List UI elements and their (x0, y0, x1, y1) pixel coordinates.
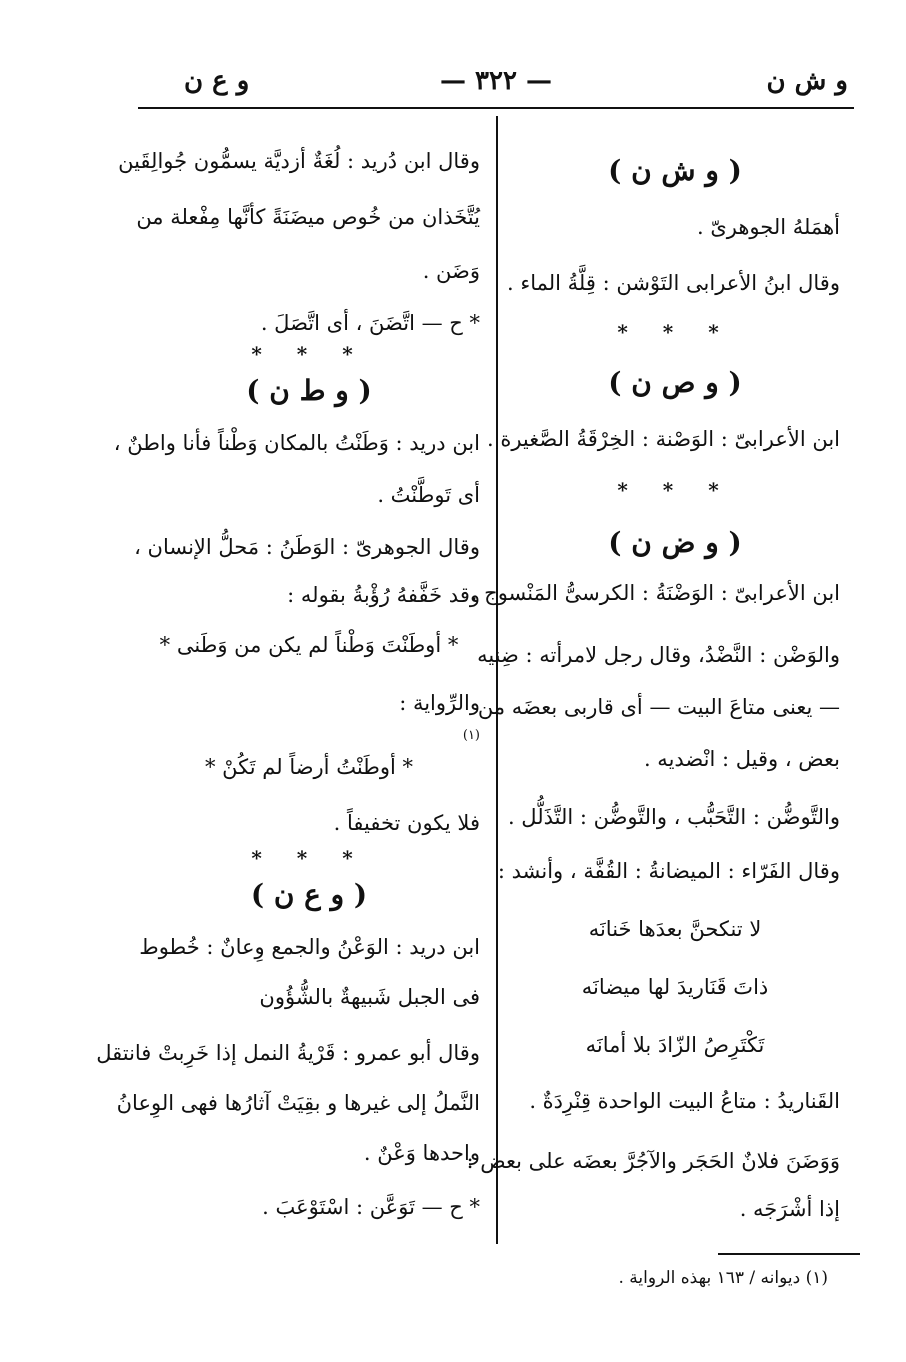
verse-line: * أوطَنْتُ أرضاً لم تَكُنْ * (204, 755, 414, 779)
section-separator: * * * (251, 846, 367, 870)
text-line: وقال الجوهرىّ : الوَطَنُ : مَحلُّ الإنسان ، (134, 535, 480, 559)
text-line: بعض ، وقيل : انْضديه . (643, 747, 840, 771)
text-line: والوَضْن : النَّضْدُ، وقال رجل لامرأته : ضِنيه (477, 643, 840, 667)
text-line: — يعنى متاعَ البيت — أى قاربى بعضَه من (477, 695, 840, 719)
page-number: — ٣٢٢ — (439, 66, 553, 96)
text-line: فلا يكون تخفيفاً . (333, 811, 480, 835)
footnote: (١) ديوانه / ١٦٣ بهذه الرواية . (618, 1268, 828, 1288)
section-separator: * * * (617, 478, 733, 502)
text-line: وقال ابن دُريد : لُغَةٌ أزديَّة يسمُّون جُوالِقَين (118, 149, 480, 173)
running-header (140, 66, 852, 106)
text-line: القَناريدُ : متاعُ البيت الواحدة قِنْرِدَةٌ . (529, 1089, 840, 1113)
text-line: ابن الأعرابىّ : الوَضْنَةُ : الكرسىُّ المَنْسوج . (470, 581, 840, 605)
footnote-rule (718, 1253, 860, 1255)
entry-title: ( و ط ن ) (246, 374, 372, 407)
text-line: أى تَوطَّنْتُ . (377, 483, 480, 507)
text-line: وقال أبو عمرو : قَرْيةُ النمل إذا خَرِبتْ فانتقل (96, 1041, 480, 1065)
text-line: وقال الفَرّاء : الميضانةُ : القُفَّة ، وأنشد : (497, 859, 840, 883)
text-line: وقال ابنُ الأعرابى التَوْشن : قِلَّةُ الماء . (507, 271, 840, 295)
verse-line: لا تنكحنَّ بعدَها خَنانَه (588, 917, 762, 941)
text-line: يُتَّخَذان من خُوص ميضَنَةً كأنَّها مِفْعلة من (136, 205, 480, 229)
text-line: ابن دريد : وَطَنْتُ بالمكان وَطْناً فأنا واطنٌ ، (113, 431, 480, 455)
text-line: واحدها وَعْنٌ . (363, 1141, 480, 1165)
column-divider (496, 116, 498, 1244)
text-line: والرِّواية : (399, 691, 480, 715)
verse-line: تَكْتَرِصُ الزّادَ بلا أمانَه (585, 1033, 765, 1057)
entry-title: ( و ع ن ) (250, 878, 368, 911)
entry-title: ( و ض ن ) (608, 526, 742, 559)
header-root-left: و ع ن (184, 66, 250, 96)
text-line: ابن دريد : الوَعْنُ والجمع وِعانٌ : خُطوط (139, 935, 480, 959)
section-separator: * * * (617, 320, 733, 344)
header-rule (138, 107, 854, 109)
verse-line: * أوطَنْتَ وَطْناً لم يكن من وَطَنى * (159, 633, 459, 657)
header-root-right: و ش ن (766, 66, 848, 96)
text-line: أهمَلهُ الجوهرىّ . (696, 215, 840, 239)
text-line: إذا أشْرَجَه . (739, 1197, 840, 1221)
text-line: * ح — تَوَعَّن : اسْتَوْعَبَ . (262, 1195, 480, 1219)
entry-title: ( و ش ن ) (608, 154, 742, 187)
footnote-marker: (١) (462, 728, 480, 743)
text-line: النَّملُ إلى غيرها و بقِيَتْ آثارُها فهى الوِعانُ (116, 1091, 480, 1115)
text-line: وَضَن . (422, 259, 480, 283)
text-line: وقد خَفَّفهُ رُؤْبةُ بقوله : (287, 583, 480, 607)
text-line: * ح — اتَّضَنَ ، أى اتَّصَلَ . (260, 311, 480, 335)
text-line: وَوَضَنَ فلانٌ الحَجَر والآجُرَّ بعضَه على بعض : (466, 1149, 840, 1173)
section-separator: * * * (251, 342, 367, 366)
text-line: والتَّوضُّن : التَّحَبُّب ، والتَّوضُّن : التَّذَلُّل . (507, 805, 840, 829)
verse-line: ذاتَ قَنَاريدَ لها ميضانَه (581, 975, 769, 999)
text-line: ابن الأعرابىّ : الوَصْنة : الخِرْقَةُ الصَّغيرة . (486, 427, 840, 451)
entry-title: ( و ص ن ) (608, 366, 742, 399)
text-line: فى الجبل شَبيهةٌ بالشُّؤُون (259, 985, 480, 1009)
